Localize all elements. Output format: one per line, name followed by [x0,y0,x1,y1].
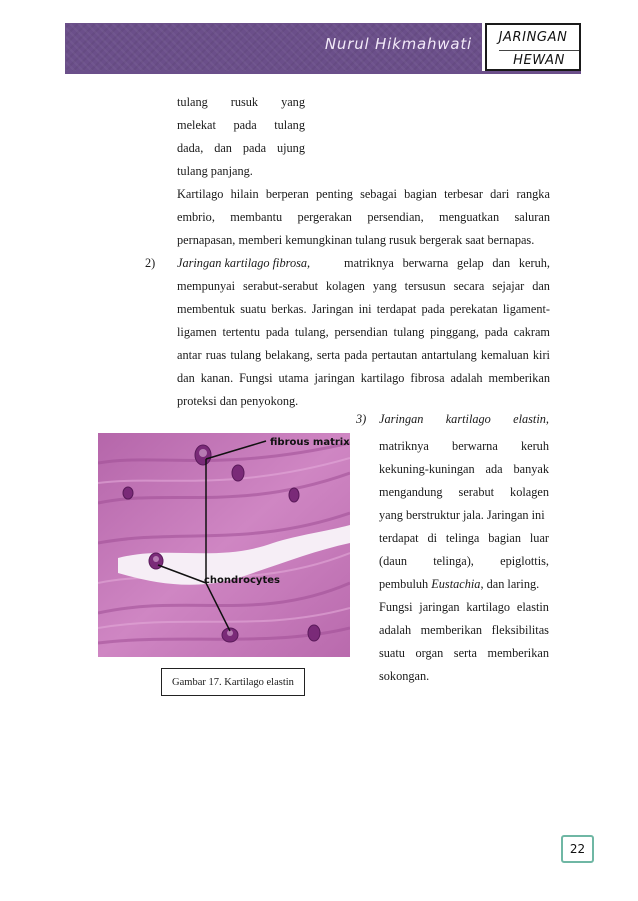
item-line [379,601,549,613]
word: keruh [520,439,549,453]
word: kanan. [200,371,234,385]
word: terbesar [444,187,483,201]
word: ruas [205,348,227,362]
word: memberikan [487,646,549,660]
word: fibrosa [410,371,445,385]
word: kiri [532,348,550,362]
word: hilain [230,187,259,201]
word: tulang [274,118,305,132]
word: mengandung [379,485,443,499]
word: telinga), [433,554,474,568]
word: kolagen [326,279,365,293]
item-line [379,413,549,425]
word: membentuk [177,302,236,316]
item-line: proteksi dan penyokong. [177,394,299,408]
word: dan [492,256,511,270]
word: yang [281,95,305,109]
word: Fungsi [239,371,273,385]
word: serta [453,646,477,660]
item-line [379,578,539,590]
word: ujung [276,141,305,155]
word: menguatkan [439,210,500,224]
word: antartulang [421,348,477,362]
item-line [379,463,549,475]
item-line: yang berstruktur jala. Jaringan ini [379,508,545,522]
word: ini [358,302,372,316]
word: ligament- [502,302,550,316]
word: elastin [516,600,549,614]
word: Jaringan [311,302,354,316]
word: berkas. [271,302,307,316]
item-number: 2) [145,256,156,270]
header-title-box [485,23,581,71]
continuation-line [177,96,305,108]
word: matriknya [344,256,394,270]
word: kartilago [360,371,405,385]
label-fibrous-matrix: fibrous matrix [270,437,350,448]
item-line [344,257,550,269]
word: belakang, [265,348,313,362]
word: luar [529,531,549,545]
word: dari [490,187,510,201]
word: melekat [177,118,216,132]
word: utama [278,371,309,385]
word: organ [415,646,444,660]
word: epiglottis, [500,554,549,568]
word: berwarna [402,256,449,270]
word: adalah [379,623,412,637]
word: kartilago [445,412,491,426]
item-line [177,326,550,338]
item-line [379,647,549,659]
item-line: sokongan. [379,669,430,683]
figure-caption [161,668,305,696]
word: pada [242,141,267,155]
word: serabut-serabut [242,279,319,293]
item-line [379,486,549,498]
word: pinggang, [430,325,479,339]
item-line [379,555,549,567]
item-term: Jaringan kartilago fibrosa, [177,256,311,270]
word: keruh, [518,256,550,270]
item-line [379,532,549,544]
word: Kartilago [177,187,224,201]
word: gelap [457,256,484,270]
word: dan [214,141,232,155]
continuation-line [177,142,305,154]
word: embrio, [177,210,215,224]
word: suatu [240,302,267,316]
word: fleksibilitas [491,623,549,637]
word: terdapat [379,531,419,545]
label-chondrocytes: chondrocytes [204,575,280,586]
paragraph-line [177,211,550,223]
word: memberikan [488,371,550,385]
word: tulang, [294,325,329,339]
word: cakram [513,325,550,339]
word: persendian [334,325,388,339]
word: serta [316,348,341,362]
header-divider [65,71,581,74]
word: bagian [488,531,522,545]
word: mempunyai [177,279,236,293]
word: serabut [458,485,495,499]
word: Fungsi [379,600,413,614]
word: tulang [230,348,262,362]
word: banyak [513,462,549,476]
header-author: Nurul Hikmahwati [324,35,472,53]
word: berperan [265,187,309,201]
word: pergerakan [297,210,352,224]
word: jaringan [419,600,460,614]
continuation-line [177,119,305,131]
word: secara [453,279,485,293]
item-text: , dan laring. [480,577,540,591]
word: di [427,531,438,545]
word: pada [421,302,445,316]
word: antar [177,348,202,362]
item-line [177,349,550,361]
word: tulang [393,325,425,339]
header-title-line1: JARINGAN [498,30,568,45]
item-line [177,280,550,292]
item-line [177,303,550,315]
micrograph-svg [98,433,350,657]
word: pertautan [371,348,418,362]
word: suatu [379,646,405,660]
word: berwarna [452,439,498,453]
word: penting [316,187,353,201]
word: tulang [177,95,208,109]
word: kemaluan [480,348,529,362]
word: sebagai [360,187,397,201]
word: ada [485,462,503,476]
word: membantu [230,210,283,224]
item-number: 3) [356,412,367,426]
word: tersusun [404,279,446,293]
word: telinga [445,531,480,545]
word: sejajar [492,279,525,293]
word: adalah [450,371,483,385]
word: ligamen [177,325,217,339]
word: pada [344,348,368,362]
continuation-line: tulang panjang. [177,164,253,178]
word: yang [372,279,397,293]
word: perekatan [449,302,498,316]
word: pada [265,325,290,339]
micrograph-image [98,433,350,657]
paragraph-line [177,188,550,200]
word: rangka [516,187,550,201]
word: memberikan [420,623,483,637]
word: matriknya [379,439,429,453]
word: tertentu [222,325,260,339]
word: jaringan [314,371,355,385]
word: pada [233,118,257,132]
header-band [65,23,482,71]
header-title-line2: HEWAN [499,50,579,68]
item-line [177,372,550,384]
word: Jaringan [379,412,424,426]
item-term-eustachia: Eustachia [431,577,481,591]
item-text: pembuluh [379,577,432,591]
word: terdapat [376,302,417,316]
word: persendian, [367,210,424,224]
figure-caption-text: Gambar 17. Kartilago elastin [172,676,294,688]
word: kartilago [466,600,511,614]
word: kekuning-kuningan [379,462,475,476]
word: dada, [177,141,204,155]
paragraph-line: pernapasan, memberi kemungkinan tulang rusuk bergerak saat bernapas. [177,233,535,247]
page-number [561,835,594,863]
item-line [379,624,549,636]
word: saluran [514,210,550,224]
word: kolagen [510,485,549,499]
word: dan [177,371,195,385]
word: rusuk [230,95,259,109]
word: pada [484,325,508,339]
word: bagian [404,187,437,201]
item-line [379,440,549,452]
word: (daun [379,554,407,568]
word: elastin, [513,412,549,426]
page-number-text: 22 [569,842,586,856]
word: dan [532,279,550,293]
